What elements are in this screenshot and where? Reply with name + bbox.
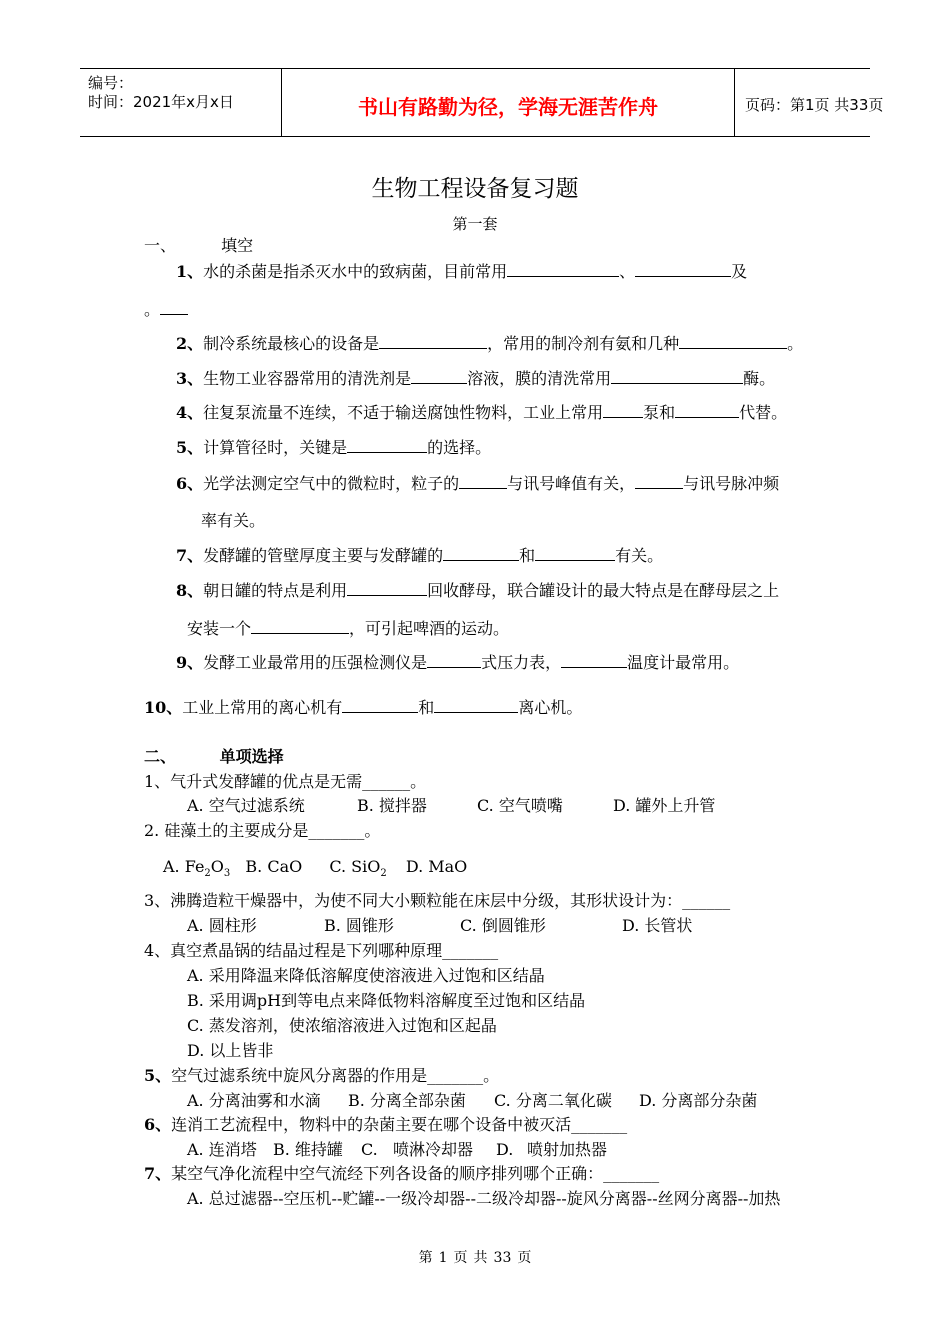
q-text: 离心机。 [518, 698, 583, 717]
mc-q4-option-b: B. 采用调pH到等电点来降低物料溶解度至过饱和区结晶 [187, 991, 586, 1010]
q-num: 8、 [176, 581, 204, 600]
blank [342, 697, 418, 713]
q-text: 酶。 [743, 369, 776, 388]
q-text: 与讯号峰值有关， [507, 474, 636, 493]
mc-q2-options [163, 857, 467, 884]
q-num: 10、 [144, 698, 183, 717]
blank [347, 437, 427, 453]
q-text: ，可引起啤酒的运动。 [349, 619, 510, 638]
blank [459, 473, 507, 489]
q-text: 生物工业容器常用的清洗剂是 [203, 369, 412, 388]
q-num: 2、 [176, 334, 204, 353]
option: B. 维持罐 [273, 1140, 343, 1159]
q-text: 和 [418, 698, 435, 717]
option: A. 连消塔 [187, 1140, 257, 1159]
q-num: 7、 [144, 1164, 172, 1183]
q-text: 光学法测定空气中的微粒时，粒子的 [203, 474, 460, 493]
q-text: 制冷系统最核心的设备是 [203, 334, 380, 353]
section2-title: 单项选择 [219, 747, 284, 766]
blank [675, 402, 739, 418]
q-text: 、 [619, 262, 636, 281]
q-num: 5、 [144, 1066, 172, 1085]
mc-q6 [144, 1115, 627, 1135]
q-text: 工业上常用的离心机有 [182, 698, 343, 717]
q-text: 往复泵流量不连续，不适于输送腐蚀性物料，工业上常用 [203, 403, 604, 422]
q-text: 与讯号脉冲频 [683, 474, 780, 493]
blank [411, 368, 467, 384]
footer-page-number: 1 [438, 1250, 448, 1266]
header-meta-cell [80, 69, 281, 136]
q-text: 有关。 [615, 546, 664, 565]
fill-q9 [176, 652, 739, 673]
option: B. 搅拌器 [357, 796, 427, 815]
mc-q4-option-a: A. 采用降温来降低溶解度使溶液进入过饱和区结晶 [187, 966, 545, 985]
q-text: 。 [144, 300, 161, 319]
fill-q1-cont [144, 299, 188, 320]
option: B. CaO [245, 857, 303, 876]
fill-q1 [176, 261, 747, 282]
header-motto-cell [281, 69, 735, 136]
q-text: 安装一个 [187, 619, 252, 638]
blank [434, 697, 518, 713]
blank [635, 261, 731, 277]
q-text: 式压力表， [481, 653, 562, 672]
q-text: 和 [519, 546, 536, 565]
fill-q5 [176, 437, 491, 458]
time-label: 时间：2021年x月x日 [88, 93, 234, 111]
fill-q3 [176, 368, 775, 389]
document-header [80, 68, 884, 137]
q-num: 6、 [144, 1115, 172, 1134]
q-num: 9、 [176, 653, 204, 672]
option: D. [496, 1140, 514, 1159]
blank [635, 473, 683, 489]
blank [251, 618, 349, 634]
footer-text: 共 [473, 1250, 488, 1266]
option: D. 分离部分杂菌 [639, 1091, 758, 1110]
mc-q7-option-a: A. 总过滤器--空压机--贮罐--一级冷却器--二级冷却器--旋风分离器--丝网分离器--加热 [187, 1189, 781, 1208]
footer-text: 页 [453, 1250, 468, 1266]
number-label: 编号： [88, 74, 134, 92]
fill-q4 [176, 402, 787, 423]
mc-q4-option-d: D. 以上皆非 [187, 1041, 274, 1060]
q-text: 朝日罐的特点是利用 [203, 581, 348, 600]
q-num: 7、 [176, 546, 204, 565]
mc-q4-option-c: C. 蒸发溶剂，使浓缩溶液进入过饱和区起晶 [187, 1016, 497, 1035]
fill-q6-cont: 率有关。 [201, 511, 266, 530]
option: A. 空气过滤系统 [187, 796, 305, 815]
fill-q7 [176, 545, 663, 566]
q-text: 代替。 [739, 403, 788, 422]
option: A. 圆柱形 [187, 916, 257, 935]
blank [603, 402, 643, 418]
q-text: 回收酵母，联合罐设计的最大特点是在酵母层之上 [427, 581, 780, 600]
blank [507, 261, 619, 277]
option: B. 分离全部杂菌 [348, 1091, 466, 1110]
header-page-cell [735, 69, 884, 136]
option: C. 空气喷嘴 [477, 796, 563, 815]
q-num: 6、 [176, 474, 204, 493]
q-num: 4、 [176, 403, 204, 422]
page-title: 生物工程设备复习题 [371, 176, 579, 202]
q-num: 3、 [176, 369, 204, 388]
section2-heading [144, 747, 284, 767]
q-text: 水的杀菌是指杀灭水中的致病菌，目前常用 [203, 262, 508, 281]
option [329, 857, 387, 880]
fill-q2 [176, 333, 803, 354]
footer-page-total: 33 [493, 1250, 512, 1266]
option: C. [361, 1140, 378, 1159]
motto: 书山有路勤为径，学海无涯苦作舟 [358, 95, 658, 119]
q-text: 连消工艺流程中，物料中的杂菌主要在哪个设备中被灭活_______ [171, 1115, 628, 1134]
option: C. 倒圆锥形 [460, 916, 546, 935]
mc-q1: 1、气升式发酵罐的优点是无需______。 [144, 772, 427, 791]
section2-num: 二、 [144, 747, 177, 766]
q-num: 1、 [176, 262, 204, 281]
blank [443, 545, 519, 561]
footer-text: 页 [517, 1250, 532, 1266]
q-text: 发酵罐的管壁厚度主要与发酵罐的 [203, 546, 444, 565]
blank [679, 333, 787, 349]
blank [347, 580, 427, 596]
blank [561, 652, 627, 668]
mc-q2: 2. 硅藻土的主要成分是_______。 [144, 821, 381, 840]
mc-q5 [144, 1066, 499, 1086]
option: 喷淋冷却器 [393, 1140, 474, 1159]
fill-q8-cont [187, 618, 509, 639]
option: 喷射加热器 [527, 1140, 608, 1159]
subscript: 2 [380, 868, 387, 880]
subscript: 2 [204, 868, 211, 880]
mc-q7 [144, 1164, 659, 1184]
option: D. 长管状 [622, 916, 693, 935]
option: B. 圆锥形 [324, 916, 394, 935]
q-num: 5、 [176, 438, 204, 457]
blank [379, 333, 487, 349]
blank [160, 299, 188, 315]
blank [611, 368, 743, 384]
fill-q8 [176, 580, 779, 601]
q-text: ，常用的制冷剂有氨和几种 [487, 334, 680, 353]
option: A. 分离油雾和水滴 [187, 1091, 321, 1110]
option-text: C. SiO [329, 857, 381, 876]
fill-q6 [176, 473, 779, 494]
section1-title: 填空 [221, 236, 254, 255]
fill-q10 [144, 697, 582, 718]
q-text: 发酵工业最常用的压强检测仪是 [203, 653, 428, 672]
page-label: 页码：第1页 共33页 [745, 96, 884, 114]
footer-text: 第 [418, 1250, 433, 1266]
q-text: 计算管径时，关键是 [203, 438, 348, 457]
blank [535, 545, 615, 561]
q-text: 空气过滤系统中旋风分离器的作用是_______。 [171, 1066, 500, 1085]
option-text: O [210, 857, 224, 876]
q-text: 。 [787, 334, 804, 353]
option [163, 857, 231, 880]
option: C. 分离二氧化碳 [494, 1091, 612, 1110]
q-text: 泵和 [643, 403, 676, 422]
subscript: 3 [223, 868, 231, 880]
section1-heading [144, 236, 253, 256]
section1-num: 一、 [144, 236, 177, 255]
q-text: 溶液，膜的清洗常用 [467, 369, 612, 388]
q-text: 及 [731, 262, 748, 281]
q-text: 某空气净化流程中空气流经下列各设备的顺序排列哪个正确：_______ [171, 1164, 660, 1183]
option: D. MaO [405, 857, 468, 876]
mc-q3: 3、沸腾造粒干燥器中，为使不同大小颗粒能在床层中分级，其形状设计为：______ [144, 891, 731, 910]
mc-q4: 4、真空煮晶锅的结晶过程是下列哪种原理_______ [144, 941, 499, 960]
blank [427, 652, 481, 668]
q-text: 温度计最常用。 [627, 653, 740, 672]
page-subtitle: 第一套 [452, 215, 498, 233]
page-footer [0, 1247, 950, 1267]
option: D. 罐外上升管 [613, 796, 716, 815]
q-text: 的选择。 [427, 438, 492, 457]
option-text: A. Fe [163, 857, 205, 876]
